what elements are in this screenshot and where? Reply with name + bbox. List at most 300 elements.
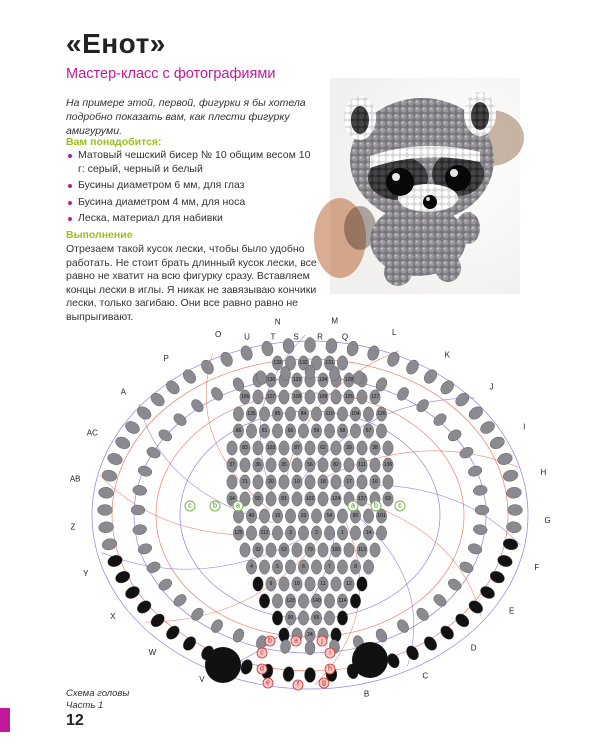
bead: [467, 464, 483, 478]
bead: [114, 569, 132, 585]
bead: [311, 560, 321, 574]
bead: [246, 424, 256, 438]
bead: [272, 594, 282, 608]
bead: [506, 521, 522, 534]
bead: [219, 350, 235, 368]
bead: [253, 441, 263, 455]
bead: [324, 526, 334, 540]
bead: [363, 560, 373, 574]
bead: [227, 441, 237, 455]
bead: [123, 584, 141, 601]
bead-number: 137: [357, 496, 367, 502]
diagram-caption-line1: Схема головы: [66, 688, 130, 699]
bead: [305, 365, 315, 379]
bead: [453, 611, 472, 629]
bead: [145, 560, 162, 575]
bead: [272, 611, 282, 625]
bead: [438, 378, 456, 397]
bead: [366, 344, 381, 362]
bead: [253, 577, 263, 591]
ring-letter: D: [470, 643, 477, 653]
bead-number: 57: [365, 428, 372, 434]
ring-letter: T: [270, 332, 276, 342]
diagram-caption: [66, 688, 129, 712]
intro-text: На примере этой, первой, фигурки я бы хотела подробно показать вам, как плести фигурку амигуруми.: [66, 97, 306, 137]
bead: [438, 623, 456, 642]
bead: [467, 404, 486, 422]
bead: [404, 644, 421, 662]
bead-number: 23: [281, 632, 287, 638]
ring-letter: U: [244, 332, 250, 342]
ring-letter: J: [489, 382, 494, 392]
ring-letter: A: [120, 387, 127, 397]
bead: [181, 634, 199, 653]
bead: [148, 390, 167, 408]
green-label: b: [374, 502, 378, 510]
bead: [478, 584, 496, 601]
bead: [305, 577, 315, 591]
ring-letter: AC: [86, 428, 98, 438]
bead: [266, 543, 276, 557]
bead: [135, 404, 154, 422]
bead: [209, 618, 225, 635]
bead-number: 112: [260, 530, 269, 536]
bead: [137, 542, 153, 556]
ring-letter: C: [422, 671, 429, 681]
red-label: a: [294, 637, 298, 645]
ring-letter: S: [293, 332, 299, 342]
bead: [508, 505, 523, 516]
bead: [259, 560, 269, 574]
bead: [357, 441, 367, 455]
bead: [239, 658, 254, 676]
bead: [318, 543, 328, 557]
materials-heading: Вам понадобится:: [66, 136, 162, 148]
bead: [374, 627, 389, 644]
bead: [148, 611, 167, 629]
bead: [298, 526, 308, 540]
bead: [279, 577, 289, 591]
bead-number: 14: [365, 530, 372, 536]
bead: [101, 537, 118, 551]
bead: [458, 445, 475, 460]
bead-number: 81: [281, 496, 287, 502]
bead-number: 79: [307, 547, 313, 553]
thread-line: [112, 359, 508, 671]
bead: [383, 475, 393, 489]
bead: [181, 367, 199, 386]
bead-number: 87: [294, 445, 300, 451]
bead: [137, 464, 153, 478]
bead: [357, 390, 367, 404]
bead: [331, 390, 341, 404]
bead: [346, 340, 360, 357]
ring-letter: B: [363, 689, 370, 699]
materials-list: [66, 149, 316, 229]
bead: [266, 492, 276, 506]
bead: [325, 338, 338, 354]
bead: [395, 385, 411, 402]
bead: [414, 397, 431, 414]
green-label: a: [351, 502, 355, 510]
bead: [337, 356, 347, 370]
bead: [279, 441, 289, 455]
bead-number: 113: [358, 547, 366, 553]
bead: [385, 350, 401, 368]
bead-number: 33: [300, 513, 307, 519]
bead: [260, 340, 274, 357]
bead: [231, 627, 246, 644]
red-label: d: [260, 665, 264, 673]
ring-letter: Y: [83, 569, 89, 579]
bead-number: 104: [351, 411, 360, 417]
bead: [311, 407, 321, 421]
bead-number: 128: [344, 377, 354, 383]
bead: [253, 475, 263, 489]
ring-letter: W: [148, 647, 157, 657]
bead: [145, 445, 162, 460]
bead: [324, 594, 334, 608]
bead-number: 6: [302, 564, 305, 570]
bead: [189, 397, 206, 414]
bead: [292, 458, 302, 472]
bead-number: 16: [372, 479, 378, 485]
bead: [331, 475, 341, 489]
bead: [240, 543, 250, 557]
bead: [233, 407, 243, 421]
bead: [164, 378, 182, 397]
red-label: b: [268, 637, 272, 645]
bead: [305, 475, 315, 489]
bead-number: 39: [346, 445, 352, 451]
green-label: a: [236, 502, 240, 510]
bead: [266, 458, 276, 472]
bead-number: 62: [320, 445, 326, 451]
bead: [331, 441, 341, 455]
bead-number: 110: [325, 411, 334, 417]
bead-number: 130: [266, 377, 276, 383]
bead: [383, 441, 393, 455]
bead-number: 25: [333, 632, 339, 638]
bead: [502, 469, 519, 483]
ring-letter: K: [444, 350, 450, 360]
bead-number: 109: [318, 394, 328, 400]
red-label: i: [329, 649, 331, 657]
bead: [292, 492, 302, 506]
bead-number: 83: [242, 445, 248, 451]
bead: [488, 569, 506, 585]
bead: [189, 606, 206, 623]
red-label: h: [328, 665, 332, 673]
bead-number: 107: [266, 394, 276, 400]
bead: [431, 411, 448, 428]
procedure-text: Отрезаем такой кусок лески, чтобы было удобно работать. Не стоит брать длинный кусок лески, все равно не хватит на всю фигурку сразу. Вставляем концы лески в иглы. Я никак не завязываю кончики лески, только загибаю. Они все равно равно не выпрыгивают.: [66, 243, 317, 323]
bead: [414, 606, 431, 623]
bead-number: 131: [325, 360, 334, 366]
bead: [376, 526, 386, 540]
bead: [157, 577, 174, 593]
bead: [259, 407, 269, 421]
bead: [337, 407, 347, 421]
head-diagram: [40, 316, 580, 720]
bead-number: 102: [305, 496, 315, 502]
bead-number: 105: [344, 394, 354, 400]
bead: [344, 543, 354, 557]
bead-number: 18: [320, 479, 326, 485]
bead-number: 61: [261, 428, 268, 434]
bead-number: 24: [307, 632, 313, 638]
bead-number: 2: [315, 530, 318, 536]
bead-number: 17: [346, 479, 352, 485]
bead: [395, 618, 411, 635]
bead: [473, 484, 488, 496]
materials-item: Бусина диаметром 4 мм, для носа: [66, 196, 316, 210]
bead: [370, 543, 380, 557]
bead: [279, 475, 289, 489]
bead: [363, 509, 373, 523]
bead-number: 100: [331, 547, 341, 553]
bead-number: 56: [307, 462, 313, 468]
bead: [350, 526, 360, 540]
green-label: b: [213, 502, 217, 510]
eye-bead: [352, 642, 388, 678]
bead: [114, 435, 132, 451]
bead-number: 101: [377, 513, 386, 519]
bead-number: 4: [250, 564, 253, 570]
bead-number: 63: [385, 496, 391, 502]
bead: [458, 560, 475, 575]
bead: [453, 390, 472, 408]
bead-number: 58: [339, 428, 346, 434]
bead: [357, 475, 367, 489]
bead: [285, 509, 295, 523]
page-corner-tab: [0, 708, 10, 732]
bead-number: 38: [372, 445, 378, 451]
bead: [246, 526, 256, 540]
bead-number: 126: [377, 411, 386, 417]
bead-number: 129: [292, 377, 302, 383]
bead: [164, 623, 182, 642]
bead: [467, 542, 483, 556]
bead: [132, 484, 147, 496]
bead-number: 82: [333, 462, 339, 468]
bead-number: 54: [326, 513, 333, 519]
bead-number: 60: [287, 428, 294, 434]
bead: [506, 486, 522, 499]
bead: [227, 475, 237, 489]
bead: [357, 577, 367, 591]
bead: [253, 390, 263, 404]
ring-letter: G: [544, 515, 551, 525]
bead: [298, 424, 308, 438]
bead: [131, 505, 145, 515]
bead-number: 19: [294, 479, 300, 485]
bead: [422, 367, 440, 386]
bead-number: 37: [229, 462, 235, 468]
bead: [324, 424, 334, 438]
bead: [305, 338, 316, 353]
bead: [171, 592, 188, 609]
bead: [324, 611, 334, 625]
red-label: f: [297, 681, 299, 689]
ring-letter: AB: [69, 474, 81, 484]
bead-number: 40: [248, 513, 255, 519]
bead-number: 127: [370, 394, 380, 400]
bead: [305, 668, 316, 683]
ring-letter: E: [508, 606, 515, 616]
ring-letter: V: [199, 674, 205, 684]
bead-number: 35: [281, 462, 287, 468]
bead: [282, 666, 295, 682]
ring-letter: M: [331, 316, 338, 326]
bead: [376, 424, 386, 438]
red-label: c: [260, 649, 264, 657]
bead-number: 125: [234, 530, 243, 536]
bead-number: 8: [354, 564, 357, 570]
bead: [311, 509, 321, 523]
materials-item: Матовый чешский бисер № 10 общим весом 10 г: серый, черный и белый: [66, 149, 316, 176]
bead: [98, 486, 114, 499]
bead: [259, 509, 269, 523]
eye-bead: [205, 647, 241, 683]
red-label: j: [321, 637, 323, 645]
bead-number: 20: [268, 479, 274, 485]
bead-number: 11: [320, 581, 326, 587]
bead-number: 55: [255, 496, 261, 502]
bead: [305, 441, 315, 455]
ring-letter: X: [110, 611, 116, 621]
page-subtitle: Мастер-класс с фотографиями: [66, 66, 276, 82]
ring-letter: Z: [70, 522, 76, 532]
bead: [431, 592, 448, 609]
bead-number: 123: [286, 598, 295, 604]
bead-number: 124: [331, 496, 341, 502]
bead-number: 53: [281, 547, 287, 553]
bead-number: 80: [352, 513, 359, 519]
bead: [446, 577, 463, 593]
bead-number: 15: [274, 513, 281, 519]
bead: [305, 390, 315, 404]
bead-number: 103: [266, 445, 276, 451]
bead: [404, 358, 421, 376]
page-title: «Енот»: [66, 28, 166, 59]
ring-letter: N: [274, 317, 281, 327]
bead-number: 44: [339, 615, 346, 621]
bead: [171, 411, 188, 428]
raccoon-photo: [330, 78, 520, 294]
bead: [285, 407, 295, 421]
bead-number: 90: [287, 615, 294, 621]
bead: [350, 424, 360, 438]
bead-number: 108: [292, 394, 302, 400]
bead: [337, 560, 347, 574]
bead-number: 13: [261, 598, 268, 604]
bead: [298, 611, 308, 625]
bead: [272, 526, 282, 540]
bead: [318, 492, 328, 506]
bead: [298, 594, 308, 608]
red-label: g: [322, 679, 326, 687]
bead-number: 132: [299, 360, 308, 366]
thread-line: [156, 393, 464, 637]
bead: [292, 543, 302, 557]
ring-letter: I: [523, 422, 526, 432]
bead: [135, 598, 154, 616]
bead-number: 106: [240, 394, 250, 400]
bead-number: 65: [313, 615, 320, 621]
red-label: e: [266, 679, 270, 687]
green-label: c: [188, 502, 192, 510]
ring-letter: P: [163, 354, 169, 364]
bead-number: 59: [313, 428, 320, 434]
bead: [98, 521, 114, 534]
bead: [279, 390, 289, 404]
procedure-heading: Выполнение: [66, 229, 133, 241]
bead-number: 10: [294, 581, 300, 587]
diagram-caption-line2: Часть 1: [66, 700, 104, 711]
green-label: c: [398, 502, 402, 510]
bead-number: 136: [383, 462, 393, 468]
bead: [239, 344, 254, 362]
bead-number: 34: [229, 496, 235, 502]
bead: [350, 594, 360, 608]
bead: [488, 435, 506, 451]
bead-number: 5: [276, 564, 279, 570]
page-number: 12: [66, 712, 84, 729]
ring-letter: F: [534, 562, 540, 572]
bead-number: 36: [255, 462, 261, 468]
bead: [101, 469, 118, 483]
bead: [467, 598, 486, 616]
materials-item: Бусины диаметром 6 мм, для глаз: [66, 179, 316, 193]
ring-letter: O: [215, 330, 222, 340]
bead: [502, 537, 519, 551]
bead: [363, 407, 373, 421]
bead: [370, 458, 380, 472]
bead-number: 32: [255, 547, 261, 553]
bead: [337, 509, 347, 523]
bead-number: 134: [318, 377, 328, 383]
bead-number: 21: [242, 479, 248, 485]
bead: [240, 458, 250, 472]
bead: [199, 358, 216, 376]
bead-number: 3: [289, 530, 292, 536]
bead-number: 7: [328, 564, 331, 570]
bead-number: 135: [247, 411, 256, 417]
bead-number: 85: [274, 411, 281, 417]
bead: [496, 553, 514, 568]
bead: [318, 458, 328, 472]
ring-letter: Q: [341, 332, 349, 342]
bead-number: 111: [358, 462, 366, 468]
bead: [285, 560, 295, 574]
bead-number: 133: [273, 360, 282, 366]
bead: [209, 385, 225, 402]
bead-number: 86: [235, 428, 242, 434]
bead: [422, 634, 440, 653]
bead-number: 9: [269, 581, 273, 587]
bead: [272, 424, 282, 438]
bead: [98, 505, 113, 516]
materials-item: Леска, материал для набивки: [66, 212, 316, 226]
bead: [106, 451, 124, 466]
ring-letter: R: [317, 332, 323, 342]
bead: [305, 641, 315, 655]
bead: [475, 505, 489, 515]
bead-number: 84: [300, 411, 307, 417]
ring-letter: H: [540, 468, 547, 478]
bead-number: 140: [312, 598, 321, 604]
